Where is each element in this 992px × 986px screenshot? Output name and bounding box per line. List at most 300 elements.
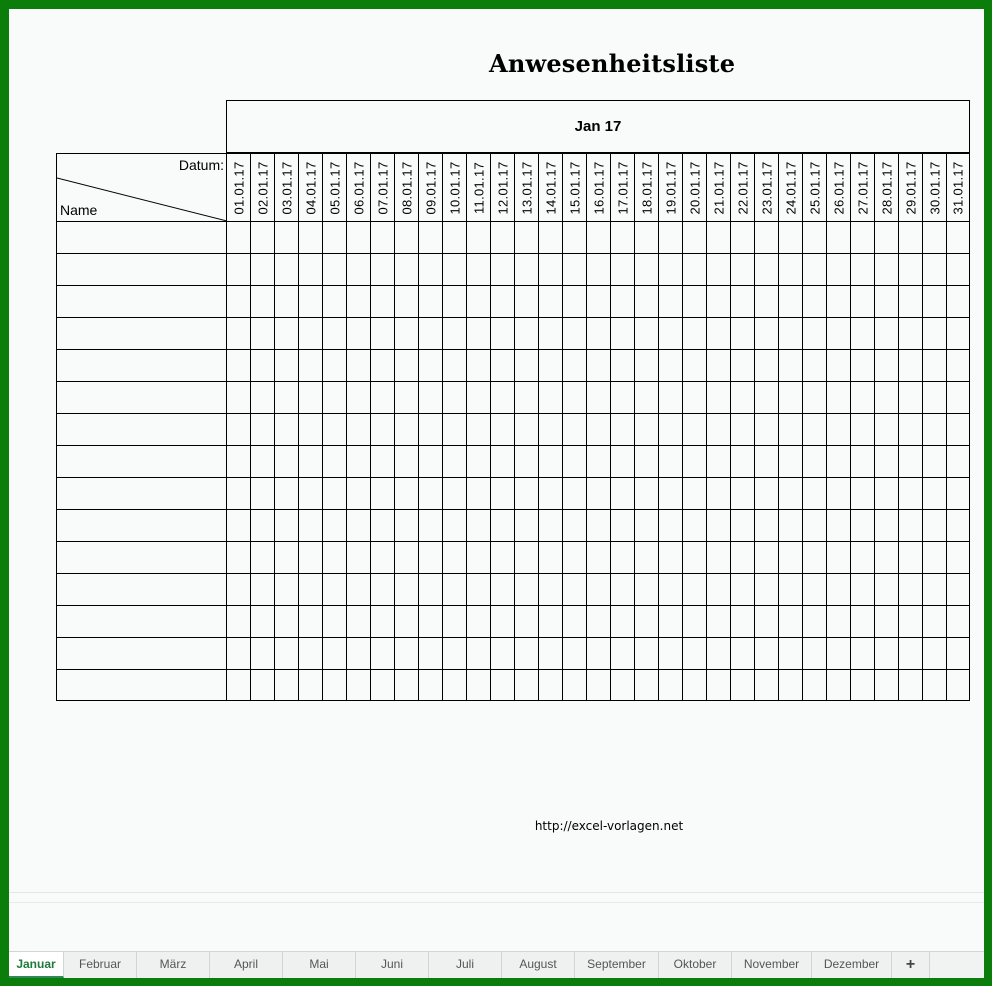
attendance-cell[interactable] [610,509,634,541]
attendance-cell[interactable] [898,541,922,573]
attendance-cell[interactable] [778,317,802,349]
attendance-cell[interactable] [634,605,658,637]
attendance-cell[interactable] [874,477,898,509]
name-cell[interactable] [56,317,226,349]
attendance-cell[interactable] [514,285,538,317]
attendance-cell[interactable] [946,349,970,381]
attendance-cell[interactable] [754,221,778,253]
attendance-cell[interactable] [754,317,778,349]
sheet-tab-dezember[interactable]: Dezember [812,952,892,978]
attendance-cell[interactable] [442,669,466,701]
name-cell[interactable] [56,637,226,669]
attendance-cell[interactable] [250,221,274,253]
attendance-cell[interactable] [298,637,322,669]
attendance-cell[interactable] [658,253,682,285]
attendance-cell[interactable] [682,541,706,573]
attendance-cell[interactable] [610,253,634,285]
attendance-cell[interactable] [226,509,250,541]
attendance-cell[interactable] [346,221,370,253]
attendance-cell[interactable] [514,573,538,605]
attendance-cell[interactable] [658,573,682,605]
attendance-cell[interactable] [634,285,658,317]
attendance-cell[interactable] [298,605,322,637]
attendance-cell[interactable] [850,413,874,445]
date-header-cell[interactable] [754,153,778,221]
attendance-cell[interactable] [826,381,850,413]
attendance-cell[interactable] [466,573,490,605]
attendance-cell[interactable] [826,285,850,317]
attendance-cell[interactable] [514,669,538,701]
sheet-tab-november[interactable]: November [732,952,812,978]
attendance-cell[interactable] [898,445,922,477]
attendance-cell[interactable] [418,669,442,701]
attendance-cell[interactable] [754,349,778,381]
attendance-cell[interactable] [274,317,298,349]
attendance-cell[interactable] [226,317,250,349]
attendance-cell[interactable] [898,669,922,701]
name-cell[interactable] [56,349,226,381]
attendance-cell[interactable] [730,317,754,349]
attendance-cell[interactable] [730,381,754,413]
attendance-cell[interactable] [850,445,874,477]
attendance-cell[interactable] [682,413,706,445]
attendance-cell[interactable] [658,509,682,541]
attendance-cell[interactable] [634,669,658,701]
attendance-cell[interactable] [634,509,658,541]
attendance-cell[interactable] [346,413,370,445]
attendance-cell[interactable] [490,253,514,285]
attendance-cell[interactable] [634,445,658,477]
attendance-cell[interactable] [922,381,946,413]
attendance-cell[interactable] [586,381,610,413]
attendance-cell[interactable] [922,349,946,381]
attendance-cell[interactable] [706,413,730,445]
attendance-cell[interactable] [778,509,802,541]
attendance-cell[interactable] [898,381,922,413]
attendance-cell[interactable] [226,253,250,285]
attendance-cell[interactable] [394,285,418,317]
date-header-cell[interactable] [610,153,634,221]
attendance-cell[interactable] [226,285,250,317]
attendance-cell[interactable] [346,349,370,381]
attendance-cell[interactable] [706,605,730,637]
attendance-cell[interactable] [778,349,802,381]
attendance-cell[interactable] [634,349,658,381]
attendance-cell[interactable] [250,381,274,413]
attendance-cell[interactable] [490,605,514,637]
attendance-cell[interactable] [370,413,394,445]
attendance-cell[interactable] [418,477,442,509]
attendance-cell[interactable] [442,605,466,637]
attendance-cell[interactable] [418,605,442,637]
attendance-cell[interactable] [298,509,322,541]
name-cell[interactable] [56,445,226,477]
attendance-cell[interactable] [538,253,562,285]
attendance-cell[interactable] [418,253,442,285]
attendance-cell[interactable] [490,509,514,541]
attendance-cell[interactable] [538,605,562,637]
attendance-cell[interactable] [706,349,730,381]
attendance-cell[interactable] [322,669,346,701]
attendance-cell[interactable] [394,445,418,477]
attendance-cell[interactable] [610,349,634,381]
attendance-cell[interactable] [562,669,586,701]
attendance-cell[interactable] [826,573,850,605]
attendance-cell[interactable] [250,349,274,381]
attendance-cell[interactable] [922,509,946,541]
attendance-cell[interactable] [562,445,586,477]
attendance-cell[interactable] [802,285,826,317]
attendance-cell[interactable] [778,669,802,701]
attendance-cell[interactable] [538,221,562,253]
attendance-cell[interactable] [322,541,346,573]
attendance-cell[interactable] [658,477,682,509]
attendance-cell[interactable] [922,669,946,701]
attendance-cell[interactable] [538,509,562,541]
attendance-cell[interactable] [490,445,514,477]
attendance-cell[interactable] [850,669,874,701]
attendance-cell[interactable] [898,317,922,349]
attendance-cell[interactable] [898,605,922,637]
attendance-cell[interactable] [778,573,802,605]
attendance-cell[interactable] [514,637,538,669]
attendance-cell[interactable] [226,605,250,637]
sheet-tab-februar[interactable]: Februar [64,952,137,978]
attendance-cell[interactable] [658,605,682,637]
attendance-cell[interactable] [250,605,274,637]
attendance-cell[interactable] [298,445,322,477]
attendance-cell[interactable] [706,509,730,541]
attendance-cell[interactable] [922,445,946,477]
name-cell[interactable] [56,285,226,317]
attendance-cell[interactable] [874,413,898,445]
attendance-cell[interactable] [778,445,802,477]
attendance-cell[interactable] [490,349,514,381]
attendance-cell[interactable] [250,253,274,285]
attendance-cell[interactable] [682,477,706,509]
attendance-cell[interactable] [946,477,970,509]
attendance-cell[interactable] [250,413,274,445]
attendance-cell[interactable] [826,253,850,285]
attendance-cell[interactable] [322,413,346,445]
attendance-cell[interactable] [610,637,634,669]
attendance-cell[interactable] [610,477,634,509]
attendance-cell[interactable] [322,573,346,605]
attendance-cell[interactable] [394,413,418,445]
attendance-cell[interactable] [754,285,778,317]
attendance-cell[interactable] [634,477,658,509]
attendance-cell[interactable] [274,573,298,605]
attendance-cell[interactable] [706,573,730,605]
name-cell[interactable] [56,221,226,253]
attendance-cell[interactable] [730,637,754,669]
attendance-cell[interactable] [442,541,466,573]
attendance-cell[interactable] [538,541,562,573]
attendance-cell[interactable] [826,221,850,253]
attendance-cell[interactable] [922,605,946,637]
attendance-cell[interactable] [346,605,370,637]
attendance-cell[interactable] [370,317,394,349]
attendance-cell[interactable] [562,221,586,253]
attendance-cell[interactable] [490,541,514,573]
attendance-cell[interactable] [946,509,970,541]
attendance-cell[interactable] [490,637,514,669]
attendance-cell[interactable] [610,573,634,605]
attendance-cell[interactable] [898,637,922,669]
attendance-cell[interactable] [514,381,538,413]
attendance-cell[interactable] [682,445,706,477]
name-cell[interactable] [56,669,226,701]
attendance-cell[interactable] [586,445,610,477]
date-header-cell[interactable] [802,153,826,221]
attendance-cell[interactable] [418,509,442,541]
attendance-cell[interactable] [946,317,970,349]
attendance-cell[interactable] [706,669,730,701]
date-header-cell[interactable] [898,153,922,221]
attendance-cell[interactable] [274,541,298,573]
attendance-cell[interactable] [562,349,586,381]
attendance-cell[interactable] [442,253,466,285]
attendance-cell[interactable] [322,349,346,381]
attendance-cell[interactable] [562,509,586,541]
attendance-cell[interactable] [874,509,898,541]
attendance-cell[interactable] [610,381,634,413]
attendance-cell[interactable] [610,285,634,317]
attendance-cell[interactable] [442,381,466,413]
attendance-cell[interactable] [634,541,658,573]
sheet-tab-mrz[interactable]: März [137,952,210,978]
name-cell[interactable] [56,413,226,445]
attendance-cell[interactable] [274,381,298,413]
attendance-cell[interactable] [418,413,442,445]
attendance-cell[interactable] [346,541,370,573]
attendance-cell[interactable] [298,253,322,285]
attendance-cell[interactable] [466,381,490,413]
attendance-cell[interactable] [226,445,250,477]
attendance-cell[interactable] [274,221,298,253]
attendance-cell[interactable] [346,285,370,317]
attendance-cell[interactable] [418,445,442,477]
attendance-cell[interactable] [826,541,850,573]
attendance-cell[interactable] [874,349,898,381]
attendance-cell[interactable] [826,605,850,637]
attendance-cell[interactable] [874,317,898,349]
attendance-cell[interactable] [682,669,706,701]
attendance-cell[interactable] [298,381,322,413]
attendance-cell[interactable] [922,573,946,605]
attendance-cell[interactable] [898,349,922,381]
attendance-cell[interactable] [730,413,754,445]
date-header-cell[interactable] [706,153,730,221]
attendance-cell[interactable] [274,605,298,637]
attendance-cell[interactable] [250,445,274,477]
attendance-cell[interactable] [754,669,778,701]
attendance-cell[interactable] [346,477,370,509]
attendance-cell[interactable] [466,413,490,445]
attendance-cell[interactable] [778,637,802,669]
attendance-cell[interactable] [850,573,874,605]
date-header-cell[interactable] [634,153,658,221]
attendance-cell[interactable] [370,477,394,509]
attendance-cell[interactable] [850,605,874,637]
attendance-cell[interactable] [922,477,946,509]
date-header-cell[interactable] [778,153,802,221]
attendance-cell[interactable] [250,477,274,509]
attendance-cell[interactable] [370,573,394,605]
footer-link[interactable]: http://excel-vorlagen.net [534,819,684,833]
sheet-tab-august[interactable]: August [502,952,575,978]
attendance-cell[interactable] [898,573,922,605]
attendance-cell[interactable] [610,541,634,573]
attendance-cell[interactable] [802,381,826,413]
name-cell[interactable] [56,381,226,413]
attendance-cell[interactable] [802,573,826,605]
attendance-cell[interactable] [682,253,706,285]
attendance-cell[interactable] [778,381,802,413]
attendance-cell[interactable] [346,637,370,669]
attendance-cell[interactable] [442,413,466,445]
attendance-cell[interactable] [946,221,970,253]
attendance-cell[interactable] [682,285,706,317]
attendance-cell[interactable] [706,221,730,253]
attendance-cell[interactable] [418,285,442,317]
date-header-cell[interactable] [922,153,946,221]
attendance-cell[interactable] [898,253,922,285]
attendance-cell[interactable] [274,669,298,701]
attendance-cell[interactable] [586,285,610,317]
attendance-cell[interactable] [850,221,874,253]
attendance-cell[interactable] [802,541,826,573]
attendance-cell[interactable] [802,413,826,445]
attendance-cell[interactable] [634,317,658,349]
attendance-cell[interactable] [274,509,298,541]
attendance-cell[interactable] [466,669,490,701]
attendance-cell[interactable] [682,573,706,605]
date-header-cell[interactable] [346,153,370,221]
attendance-cell[interactable] [634,573,658,605]
attendance-cell[interactable] [490,285,514,317]
attendance-cell[interactable] [706,541,730,573]
attendance-cell[interactable] [946,253,970,285]
attendance-cell[interactable] [874,573,898,605]
attendance-cell[interactable] [946,605,970,637]
date-header-cell[interactable] [826,153,850,221]
attendance-cell[interactable] [250,509,274,541]
date-header-cell[interactable] [682,153,706,221]
attendance-cell[interactable] [586,349,610,381]
date-header-cell[interactable] [274,153,298,221]
attendance-cell[interactable] [466,477,490,509]
attendance-cell[interactable] [874,285,898,317]
attendance-cell[interactable] [538,573,562,605]
attendance-cell[interactable] [274,285,298,317]
date-header-cell[interactable] [658,153,682,221]
attendance-cell[interactable] [802,317,826,349]
attendance-cell[interactable] [586,413,610,445]
attendance-cell[interactable] [226,669,250,701]
attendance-cell[interactable] [706,381,730,413]
attendance-cell[interactable] [778,541,802,573]
attendance-cell[interactable] [538,285,562,317]
attendance-cell[interactable] [922,637,946,669]
attendance-cell[interactable] [514,509,538,541]
attendance-cell[interactable] [730,349,754,381]
month-header-cell[interactable] [226,100,970,153]
attendance-cell[interactable] [538,445,562,477]
attendance-cell[interactable] [658,413,682,445]
date-header-cell[interactable] [490,153,514,221]
attendance-cell[interactable] [610,605,634,637]
attendance-cell[interactable] [730,573,754,605]
date-header-cell[interactable] [538,153,562,221]
attendance-cell[interactable] [730,477,754,509]
attendance-cell[interactable] [730,509,754,541]
attendance-cell[interactable] [250,573,274,605]
attendance-cell[interactable] [658,445,682,477]
attendance-cell[interactable] [442,509,466,541]
attendance-cell[interactable] [754,573,778,605]
attendance-cell[interactable] [802,605,826,637]
attendance-cell[interactable] [730,445,754,477]
attendance-cell[interactable] [274,477,298,509]
attendance-cell[interactable] [514,253,538,285]
attendance-cell[interactable] [562,285,586,317]
attendance-cell[interactable] [706,637,730,669]
attendance-cell[interactable] [466,349,490,381]
attendance-cell[interactable] [394,541,418,573]
attendance-cell[interactable] [586,509,610,541]
attendance-cell[interactable] [850,509,874,541]
attendance-cell[interactable] [946,669,970,701]
attendance-cell[interactable] [442,317,466,349]
attendance-cell[interactable] [226,541,250,573]
attendance-cell[interactable] [394,669,418,701]
attendance-cell[interactable] [586,669,610,701]
date-header-cell[interactable] [322,153,346,221]
attendance-cell[interactable] [922,253,946,285]
attendance-cell[interactable] [370,221,394,253]
attendance-cell[interactable] [322,317,346,349]
attendance-cell[interactable] [466,221,490,253]
attendance-cell[interactable] [490,381,514,413]
attendance-cell[interactable] [730,541,754,573]
attendance-cell[interactable] [370,253,394,285]
attendance-cell[interactable] [394,349,418,381]
attendance-cell[interactable] [466,285,490,317]
attendance-cell[interactable] [322,253,346,285]
attendance-cell[interactable] [850,253,874,285]
attendance-cell[interactable] [922,221,946,253]
sheet-tab-juni[interactable]: Juni [356,952,429,978]
attendance-cell[interactable] [322,381,346,413]
attendance-cell[interactable] [754,445,778,477]
attendance-cell[interactable] [826,349,850,381]
attendance-cell[interactable] [658,669,682,701]
attendance-cell[interactable] [898,509,922,541]
attendance-cell[interactable] [802,253,826,285]
attendance-cell[interactable] [730,605,754,637]
attendance-cell[interactable] [682,605,706,637]
attendance-cell[interactable] [946,573,970,605]
attendance-cell[interactable] [826,477,850,509]
attendance-cell[interactable] [298,317,322,349]
attendance-cell[interactable] [250,669,274,701]
attendance-cell[interactable] [490,413,514,445]
attendance-cell[interactable] [898,221,922,253]
attendance-cell[interactable] [466,541,490,573]
attendance-cell[interactable] [634,637,658,669]
attendance-cell[interactable] [322,637,346,669]
